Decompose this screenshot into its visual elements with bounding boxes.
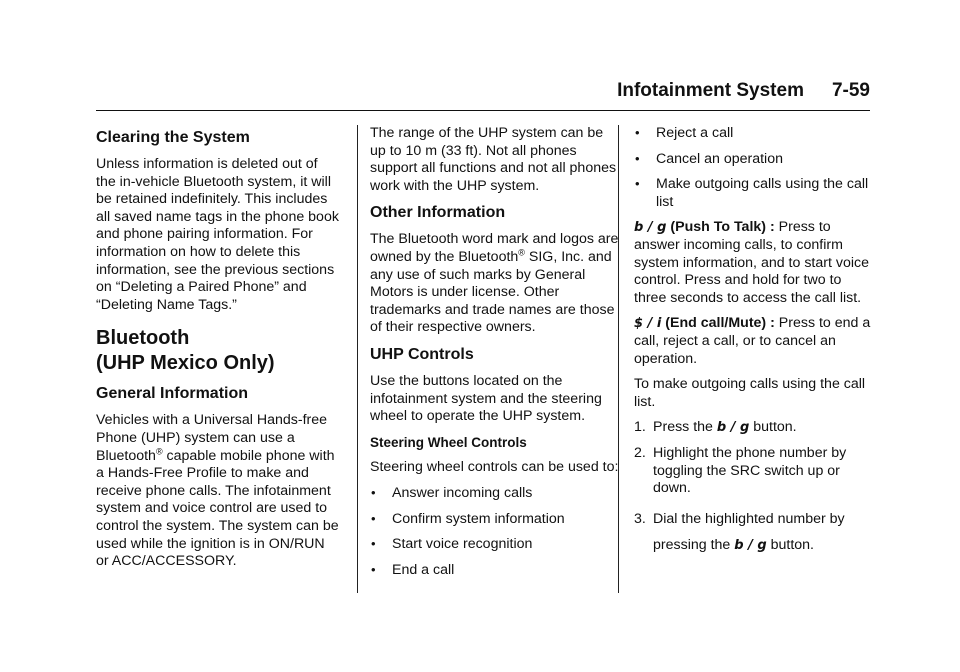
bullet-icon: • — [371, 484, 376, 500]
step-item — [634, 506, 874, 559]
list-item-text: Make outgoing calls using the call list — [656, 176, 869, 210]
list-item-text: Start voice recognition — [392, 536, 533, 553]
step-text: Highlight the phone number by toggling the SRC switch up or down. — [653, 444, 847, 497]
heading-bluetooth — [96, 326, 340, 376]
subheading-steering-wheel-controls: Steering Wheel Controls — [370, 434, 527, 450]
end-call-mute-icon: $ / i — [634, 316, 662, 332]
paragraph-other-part2: SIG, Inc. and any use of such marks by General Motors is under license. Other trademarks and trade names are those of their respective owners. — [370, 248, 615, 336]
list-item — [634, 151, 874, 169]
list-item — [370, 562, 620, 580]
outgoing-steps-list — [634, 419, 874, 558]
step-text: Dial the highlighted number by pressing the — [653, 510, 845, 553]
registered-mark: ® — [518, 247, 525, 258]
list-item — [634, 176, 874, 211]
steering-functions-list-continued — [634, 125, 874, 211]
paragraph-general-part1: Vehicles with a Universal Hands-free Phone (UHP) system can use a Bluetooth — [96, 412, 328, 464]
list-item — [634, 125, 874, 143]
paragraph-general — [96, 412, 340, 570]
list-item — [370, 511, 620, 529]
paragraph-end-call — [634, 315, 874, 368]
push-to-talk-text: Press to answer incoming calls, to confirm system information, and to start voice control. Press and hold for two to three seconds to access the call list. — [634, 219, 869, 306]
registered-mark: ® — [155, 445, 163, 456]
paragraph-steering: Steering wheel controls can be used to: — [370, 459, 619, 476]
bullet-icon: • — [635, 125, 640, 140]
list-item-text: Cancel an operation — [656, 150, 783, 167]
bullet-icon: • — [371, 536, 376, 552]
step-number: 2. — [634, 444, 646, 461]
heading-other-information: Other Information — [370, 204, 506, 222]
end-call-text: Press to end a call, reject a call, or to cancel an operation. — [634, 315, 871, 367]
bullet-icon: • — [635, 150, 640, 166]
page-number: 7-59 — [831, 80, 870, 101]
paragraph-clearing: Unless information is deleted out of the in-vehicle Bluetooth system, it will be retained indefinitely. This includes all saved name tags in the phone book and phone pairing information. For information on how to delete this information, see the previous sections on “Deleting a Paired Phone” and “Deleting Name Tags.” — [96, 156, 339, 313]
heading-general-information: General Information — [96, 385, 249, 403]
paragraph-other-part1: The Bluetooth word mark and logos are owned by the Bluetooth — [370, 231, 619, 265]
paragraph-range: The range of the UHP system can be up to 10 m (33 ft). Not all phones support all functions and not all phones work with the UHP system. — [370, 125, 617, 194]
step-number: 3. — [634, 510, 646, 527]
step-text: button. — [749, 419, 797, 436]
list-item-text: Reject a call — [656, 125, 734, 141]
section-title: Infotainment System — [617, 80, 804, 101]
list-item-text: Confirm system information — [392, 510, 565, 527]
paragraph-push-to-talk — [634, 219, 874, 307]
column-1 — [96, 125, 340, 579]
paragraph-uhp: Use the buttons located on the infotainment system and the steering wheel to operate the UHP system. — [370, 372, 602, 425]
step-number: 1. — [634, 419, 646, 436]
push-to-talk-icon: b / g — [716, 420, 750, 436]
bullet-icon: • — [371, 510, 376, 526]
paragraph-general-part2: capable mobile phone with a Hands-Free Profile to make and receive phone calls. The infotainment system and voice control are used to control the system. The system can be used while the ignition is in ON/RUN or ACC/ACCESSORY. — [96, 447, 339, 570]
page-header — [96, 80, 870, 102]
column-3 — [634, 125, 874, 567]
bullet-icon: • — [371, 561, 376, 577]
push-to-talk-label: (Push To Talk) : — [670, 219, 775, 236]
paragraph-outgoing: To make outgoing calls using the call list. — [634, 376, 866, 410]
push-to-talk-icon: b / g — [634, 220, 667, 236]
list-item-text: Answer incoming calls — [392, 484, 533, 501]
column-divider — [357, 125, 358, 593]
heading-clearing-system: Clearing the System — [96, 129, 250, 146]
list-item — [370, 485, 620, 503]
list-item — [370, 536, 620, 554]
bullet-icon: • — [635, 176, 640, 192]
steering-functions-list — [370, 485, 620, 579]
header-rule — [96, 110, 870, 111]
end-call-label: (End call/Mute) : — [665, 315, 775, 332]
step-text: button. — [766, 536, 814, 553]
column-2 — [370, 125, 620, 587]
list-item-text: End a call — [392, 561, 455, 578]
heading-bluetooth-line2: (UHP Mexico Only) — [96, 352, 275, 375]
step-item — [634, 445, 874, 498]
step-item — [634, 419, 874, 437]
heading-uhp-controls: UHP Controls — [370, 345, 474, 363]
push-to-talk-icon: b / g — [734, 537, 767, 553]
heading-bluetooth-line1: Bluetooth — [96, 327, 190, 350]
paragraph-other — [370, 231, 620, 337]
step-text: Press the — [653, 419, 717, 436]
